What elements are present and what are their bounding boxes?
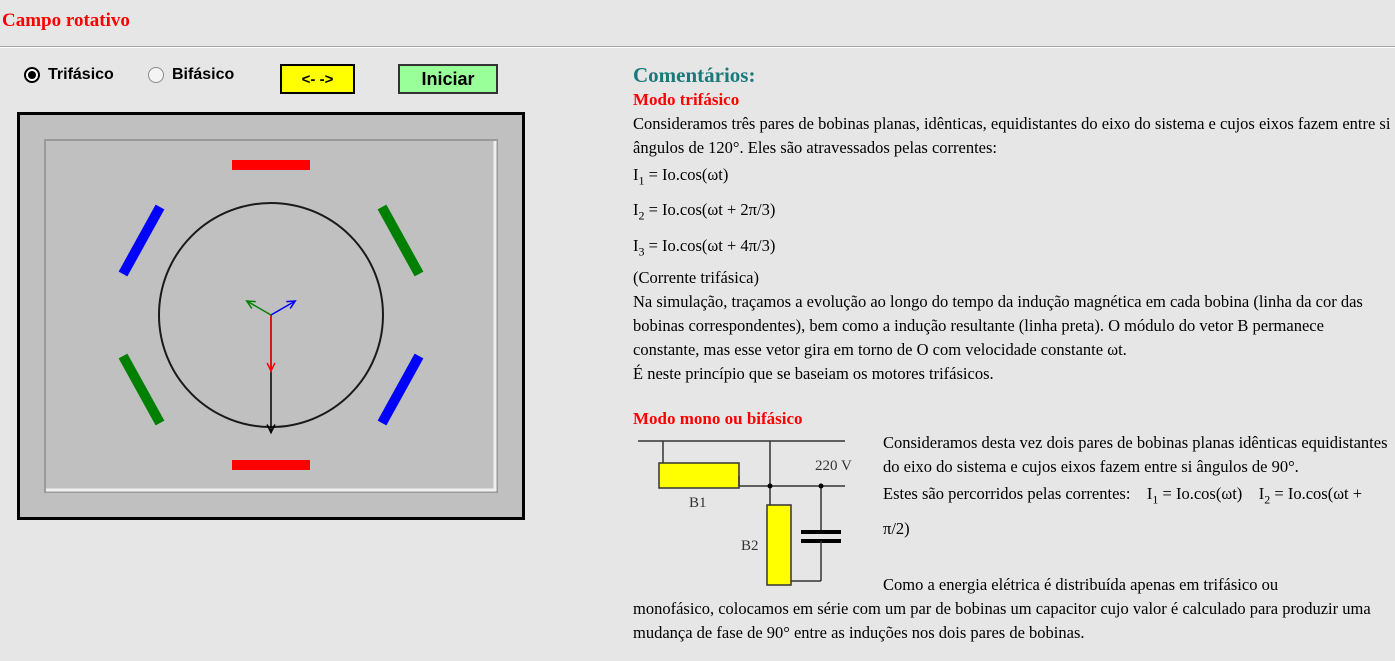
swap-direction-button[interactable]: <- -> bbox=[280, 64, 355, 94]
comments-title: Comentários: bbox=[633, 63, 756, 87]
trifasico-body: Na simulação, traçamos a evolução ao longo do tempo da indução magnética em cada bobina (linha da cor das bobinas correspondentes), bem como a indução resultante (linha preta). O módulo do vetor B permanece constante, mas esse vetor gira em torno de O com velocidade constante ωt. bbox=[633, 291, 1363, 359]
equation-i1: $I_1 = Io.\cos(\omega t)$ bbox=[633, 165, 729, 188]
coil-red-top bbox=[232, 160, 310, 170]
radio-trifasico[interactable] bbox=[24, 66, 114, 84]
coil-b2-label: B2 bbox=[741, 538, 759, 554]
simulation-canvas bbox=[17, 112, 525, 520]
bifasico-text bbox=[883, 431, 1391, 544]
bifasico-section bbox=[633, 407, 1393, 642]
comments-panel bbox=[633, 60, 1393, 386]
title-divider bbox=[0, 46, 1395, 48]
page-title: Campo rotativo bbox=[2, 10, 130, 31]
trifasico-heading: Modo trifásico bbox=[633, 90, 740, 109]
radio-bifasico-label: Bifásico bbox=[172, 66, 235, 83]
bifasico-body: Como a energia elétrica é distribuída apenas em trifásico ou bbox=[883, 575, 1279, 594]
trifasico-intro: Consideramos três pares de bobinas planas, idênticas, equidistantes do eixo do sistema e cujos eixos fazem entre si ângulos de 120°. Eles são atravessados pelas correntes: bbox=[633, 114, 1391, 157]
coil-b1-label: B1 bbox=[689, 495, 707, 511]
bifasico-currents: Estes são percorridos pelas correntes: $I_1 = Io.\cos(\omega t)$ $I_2 = Io.\cos(\omega t + \pi/2)$ bbox=[883, 484, 1363, 539]
radio-trifasico-label: Trifásico bbox=[48, 66, 114, 83]
bifasico-body-rest: monofásico, colocamos em série com um par de bobinas um capacitor cujo valor é calculado para produzir uma mudança de fase de 90° entre as induções nos dois pares de bobinas. bbox=[633, 599, 1371, 642]
trifasico-note: (Corrente trifásica) bbox=[633, 267, 759, 287]
bifasico-heading: Modo mono ou bifásico bbox=[633, 409, 803, 428]
radio-unselected-icon[interactable] bbox=[148, 67, 164, 83]
start-button[interactable]: Iniciar bbox=[398, 64, 498, 94]
coil-b1 bbox=[659, 463, 739, 488]
equation-i3: $I_3 = Io.\cos(\omega t + 4\pi/3)$ bbox=[633, 235, 776, 258]
equation-i2: $I_2 = Io.\cos(\omega t + 2\pi/3)$ bbox=[633, 200, 776, 223]
voltage-label: 220 V bbox=[815, 458, 852, 474]
coil-red-bottom bbox=[232, 460, 310, 470]
bifasico-body-wrap bbox=[633, 573, 1393, 645]
circuit-diagram bbox=[633, 431, 878, 591]
radio-bifasico[interactable] bbox=[148, 66, 234, 84]
trifasico-conclusion: É neste princípio que se baseiam os motores trifásicos. bbox=[633, 363, 994, 383]
bifasico-intro: Consideramos desta vez dois pares de bobinas planas idênticas equidistantes do eixo do sistema e cujos eixos fazem entre si ângulos de 90°. bbox=[883, 433, 1388, 476]
radio-selected-icon[interactable] bbox=[24, 67, 40, 83]
